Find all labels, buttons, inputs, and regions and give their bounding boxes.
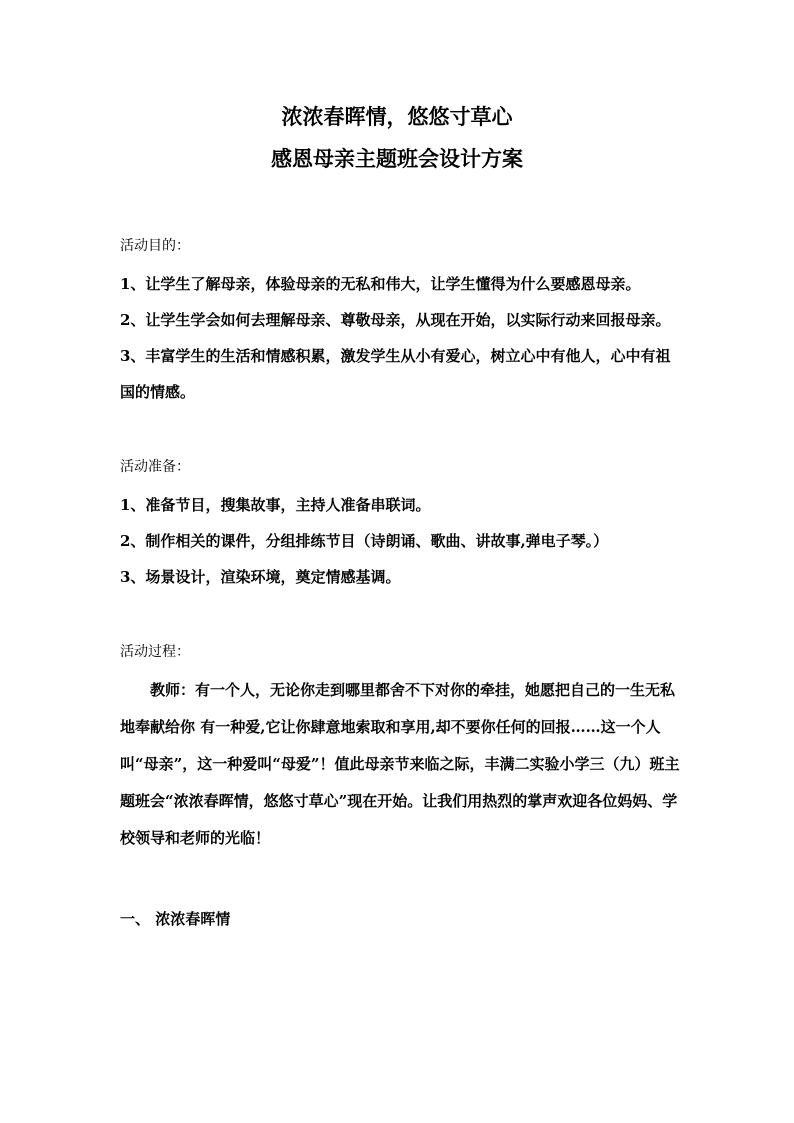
document-title: 浓浓春晖情，悠悠寸草心 bbox=[281, 104, 513, 129]
goals-section bbox=[120, 236, 680, 410]
document-subtitle: 感恩母亲主题班会设计方案 bbox=[271, 146, 523, 171]
goals-list bbox=[120, 266, 680, 410]
prep-item-3: 3、场景设计，渲染环境，奠定情感基调。 bbox=[120, 568, 401, 586]
section-one-heading: 一、 浓浓春晖情 bbox=[120, 910, 231, 928]
process-intro-paragraph: 教师：有一个人，无论你走到哪里都舍不下对你的牵挂，她愿把自己的一生无私地奉献给你 有一种爱,它让你肆意地索取和享用,却不要你任何的回报……这一个人叫“母亲”，这一种爱叫“母爱”！值此母亲节来临之际，丰满二实验小学三（九）班主题班会“浓浓春晖情，悠悠寸草心”现在开始。让我们用热烈的掌声欢迎各位妈妈、学校领导和老师的光临！ bbox=[120, 681, 680, 847]
goals-heading: 活动目的： bbox=[120, 238, 190, 254]
goal-item-3: 3、丰富学生的生活和情感积累，激发学生从小有爱心，树立心中有他人，心中有祖国的情感。 bbox=[120, 347, 671, 401]
goal-item-1: 1、让学生了解母亲，体验母亲的无私和伟大，让学生懂得为什么要感恩母亲。 bbox=[120, 275, 641, 293]
process-heading: 活动过程： bbox=[120, 644, 190, 660]
prep-list bbox=[120, 487, 680, 595]
prep-item-2: 2、制作相关的课件，分组排练节目（诗朗诵、歌曲、讲故事,弹电子琴。） bbox=[120, 532, 609, 550]
document-body bbox=[120, 236, 680, 930]
prep-heading: 活动准备： bbox=[120, 459, 190, 475]
goal-item-2: 2、让学生学会如何去理解母亲、尊敬母亲，从现在开始，以实际行动来回报母亲。 bbox=[120, 311, 671, 329]
prep-item-1: 1、准备节目，搜集故事，主持人准备串联词。 bbox=[120, 496, 431, 514]
process-section bbox=[120, 642, 680, 857]
prep-section bbox=[120, 457, 680, 595]
